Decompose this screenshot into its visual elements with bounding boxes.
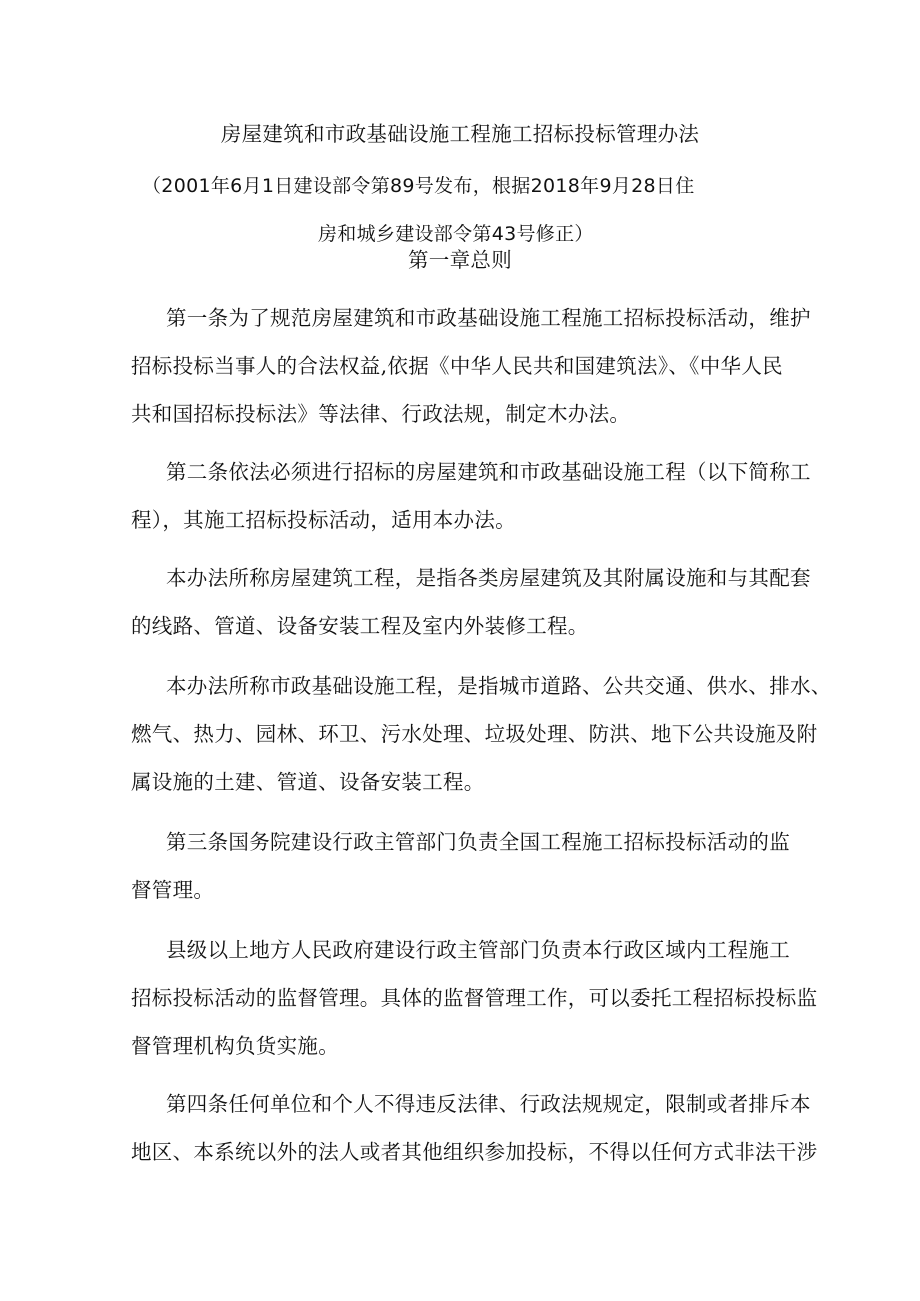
paragraph-municipal-line-2: 燃气、热力、园林、环卫、污水处理、垃圾处理、防洪、地下公共设施及附	[131, 722, 818, 746]
paragraph-housing-line-2: 的线路、管道、设备安装工程及室内外装修工程。	[131, 614, 589, 638]
paragraph-county-line-1: 县级以上地方人民政府建设行政主管部门负责本行政区域内工程施工	[166, 938, 790, 962]
chapter-heading: 第一章总则	[408, 248, 512, 272]
paragraph-housing-line-1: 本办法所称房屋建筑工程，是指各类房屋建筑及其附属设施和与其配套	[166, 566, 811, 590]
article-2-line-1: 第二条依法必须进行招标的房屋建筑和市政基础设施工程（以下简称工	[166, 460, 811, 484]
article-4-line-2: 地区、本系统以外的法人或者其他组织参加投标，不得以任何方式非法干涉	[131, 1140, 818, 1164]
document-subtitle-line-1: （2001年6月1日建设部令第89号发布，根据2018年9月28日住	[142, 175, 695, 197]
article-1-line-1: 第一条为了规范房屋建筑和市政基础设施工程施工招标投标活动，维护	[166, 306, 811, 330]
paragraph-municipal-line-1: 本办法所称市政基础设施工程，是指城市道路、公共交通、供水、排水、	[166, 674, 832, 698]
article-1-line-3: 共和国招标投标法》等法律、行政法规，制定木办法。	[131, 402, 631, 426]
article-3-line-2: 督管理。	[131, 878, 215, 902]
article-4-line-1: 第四条任何单位和个人不得违反法律、行政法规规定，限制或者排斥本	[166, 1092, 811, 1116]
article-3-line-1: 第三条国务院建设行政主管部门负责全国工程施工招标投标活动的监	[166, 830, 790, 854]
document-title: 房屋建筑和市政基础设施工程施工招标投标管理办法	[220, 122, 700, 146]
article-1-line-2: 招标投标当事人的合法权益,依据《中华人民共和国建筑法》、《中华人民	[131, 354, 783, 378]
article-2-line-2: 程），其施工招标投标活动，适用本办法。	[131, 508, 516, 532]
paragraph-county-line-2: 招标投标活动的监督管理。具体的监督管理工作，可以委托工程招标投标监	[131, 986, 818, 1010]
paragraph-municipal-line-3: 属设施的土建、管道、设备安装工程。	[131, 770, 485, 794]
document-subtitle-line-2: 房和城乡建设部令第43号修正）	[318, 223, 594, 245]
paragraph-county-line-3: 督管理机构负货实施。	[131, 1034, 339, 1058]
